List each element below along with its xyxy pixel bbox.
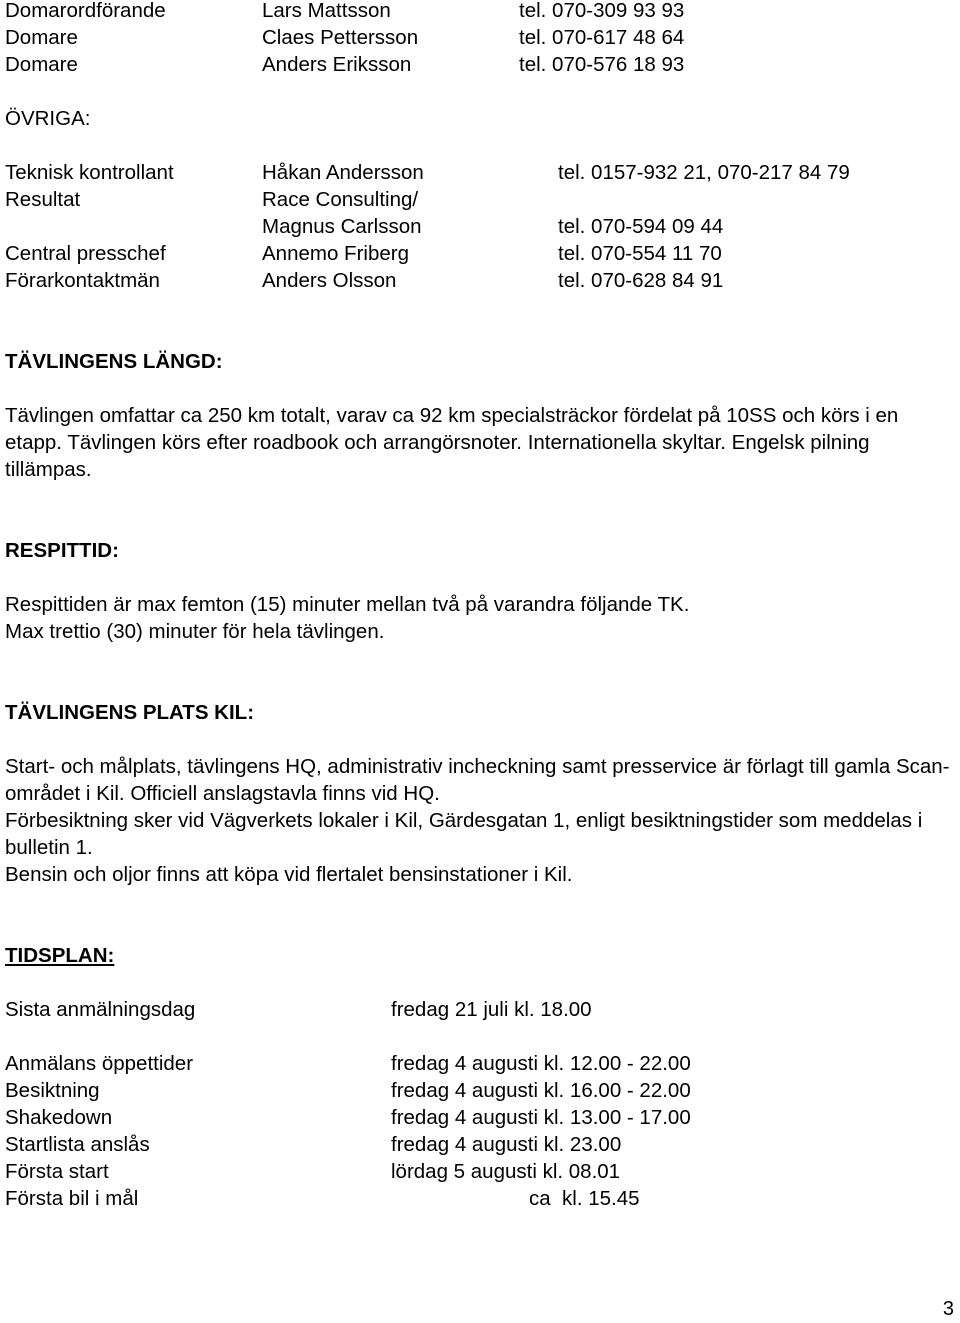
- schedule-value: lördag 5 augusti kl. 08.01: [391, 1160, 621, 1183]
- schedule-value: ca kl. 15.45: [529, 1187, 640, 1210]
- schedule-row: [5, 1131, 955, 1158]
- contact-name: Claes Pettersson: [262, 26, 419, 49]
- contact-name: Håkan Andersson: [262, 161, 424, 184]
- document-page: [5, 0, 955, 1212]
- respittid-heading: RESPITTID:: [5, 539, 119, 562]
- contact-name: Annemo Friberg: [262, 242, 409, 265]
- langd-text: Tävlingen omfattar ca 250 km totalt, varav ca 92 km specialsträckor fördelat på 10SS och körs i en etapp. Tävlingen körs efter roadbook och arrangörsnoter. Internationella skyltar. Engelsk pilning tillämpas.: [5, 404, 899, 481]
- contact-role: Resultat: [5, 188, 81, 211]
- plats-heading: TÄVLINGENS PLATS KIL:: [5, 701, 255, 724]
- schedule-label: Sista anmälningsdag: [5, 998, 196, 1021]
- contact-role: Domare: [5, 26, 78, 49]
- contact-row-forar: [5, 267, 955, 294]
- contact-role: Förarkontaktmän: [5, 269, 160, 292]
- schedule-value: fredag 21 juli kl. 18.00: [391, 998, 592, 1021]
- schedule-row: [5, 1185, 955, 1212]
- contact-row-press: [5, 240, 955, 267]
- schedule-row: [5, 1077, 955, 1104]
- contact-role: Teknisk kontrollant: [5, 161, 174, 184]
- schedule-label: Startlista anslås: [5, 1133, 150, 1156]
- tidsplan-heading: TIDSPLAN:: [5, 944, 115, 967]
- schedule-row: [5, 1104, 955, 1131]
- schedule-label: Första bil i mål: [5, 1187, 139, 1210]
- schedule-value: fredag 4 augusti kl. 13.00 - 17.00: [391, 1106, 691, 1129]
- ovriga-heading: ÖVRIGA:: [5, 107, 91, 130]
- contact-role: Domare: [5, 53, 78, 76]
- langd-heading: TÄVLINGENS LÄNGD:: [5, 350, 223, 373]
- contact-phone: tel. 070-554 11 70: [558, 242, 722, 265]
- schedule-label: Första start: [5, 1160, 109, 1183]
- plats-paragraph-3: Bensin och oljor finns att köpa vid flertalet bensinstationer i Kil.: [5, 863, 573, 886]
- schedule-label: Besiktning: [5, 1079, 100, 1102]
- schedule-row: [5, 1050, 955, 1077]
- contact-name: Anders Eriksson: [262, 53, 412, 76]
- contact-phone: tel. 070-617 48 64: [519, 26, 685, 49]
- schedule-value: fredag 4 augusti kl. 23.00: [391, 1133, 622, 1156]
- contact-row-resultat-2: [5, 213, 955, 240]
- contact-role: Central presschef: [5, 242, 166, 265]
- contact-name: Lars Mattsson: [262, 0, 391, 22]
- contact-row-tk: [5, 159, 955, 186]
- contact-name: Race Consulting/: [262, 188, 419, 211]
- contact-name: Anders Olsson: [262, 269, 397, 292]
- schedule-row: [5, 996, 955, 1023]
- contact-role: Domarordförande: [5, 0, 166, 22]
- contact-phone: tel. 0157-932 21, 070-217 84 79: [558, 161, 850, 184]
- contact-phone: tel. 070-576 18 93: [519, 53, 685, 76]
- plats-paragraph-1: Start- och målplats, tävlingens HQ, administrativ incheckning samt presservice är förlagt till gamla Scan-området i Kil. Officiell anslagstavla finns vid HQ.: [5, 755, 950, 805]
- contact-row: [5, 0, 955, 24]
- schedule-value: fredag 4 augusti kl. 16.00 - 22.00: [391, 1079, 691, 1102]
- schedule-value: fredag 4 augusti kl. 12.00 - 22.00: [391, 1052, 691, 1075]
- contact-phone: tel. 070-628 84 91: [558, 269, 724, 292]
- contact-row: [5, 24, 955, 51]
- schedule-label: Shakedown: [5, 1106, 113, 1129]
- contact-phone: tel. 070-594 09 44: [558, 215, 724, 238]
- contact-row-resultat: [5, 186, 955, 213]
- contact-name: Magnus Carlsson: [262, 215, 422, 238]
- respittid-line1: Respittiden är max femton (15) minuter mellan två på varandra följande TK.: [5, 593, 690, 616]
- plats-paragraph-2: Förbesiktning sker vid Vägverkets lokaler i Kil, Gärdesgatan 1, enligt besiktningstider som meddelas i bulletin 1.: [5, 809, 923, 859]
- contact-phone: tel. 070-309 93 93: [519, 0, 685, 22]
- schedule-label: Anmälans öppettider: [5, 1052, 194, 1075]
- schedule-row: [5, 1158, 955, 1185]
- contact-row: [5, 51, 955, 78]
- page-number: 3: [942, 1298, 954, 1320]
- respittid-line2: Max trettio (30) minuter för hela tävlingen.: [5, 620, 385, 643]
